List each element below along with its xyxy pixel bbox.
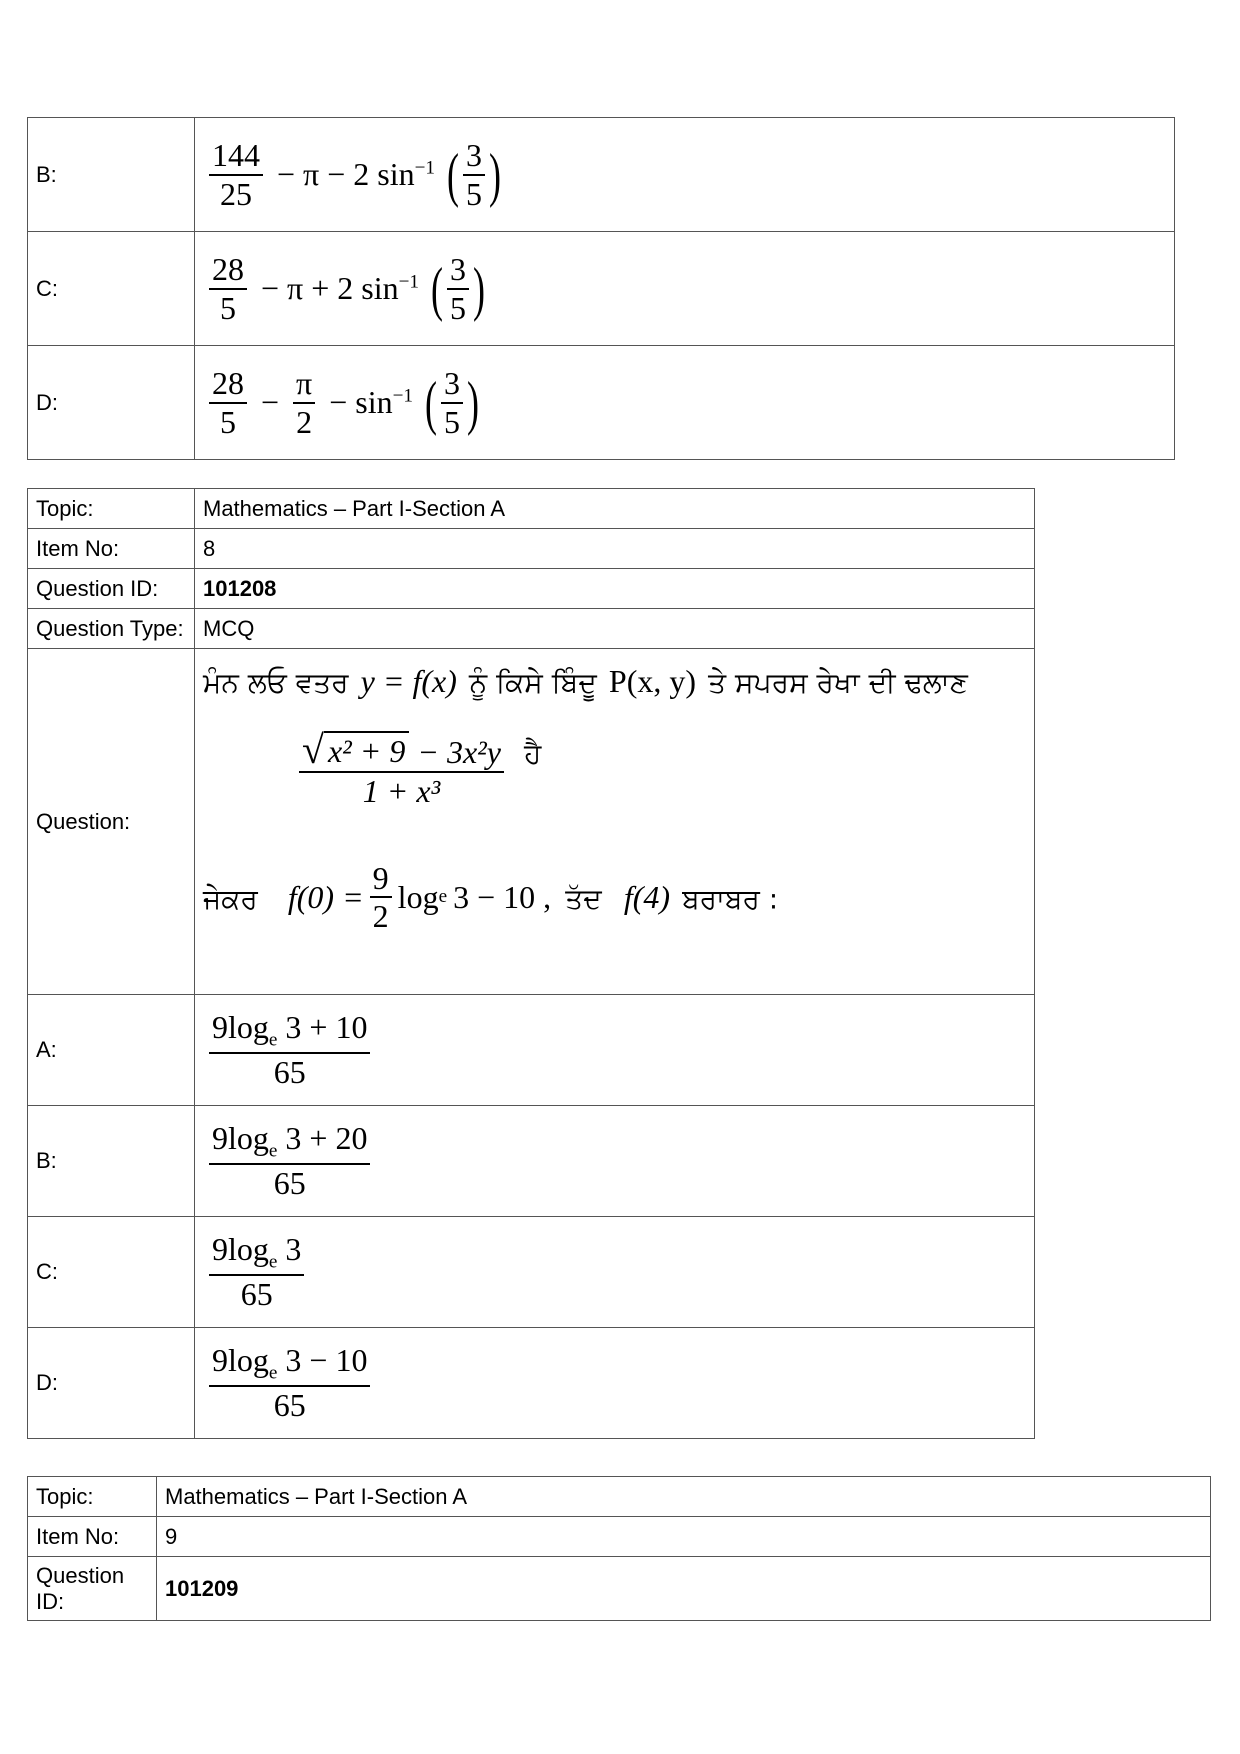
option-row-d bbox=[28, 1328, 1035, 1439]
item-no-label: Item No: bbox=[28, 529, 195, 569]
option-expression: $\frac{9\log_e 3 + 10}{65}$ bbox=[195, 995, 1035, 1106]
option-row-d bbox=[28, 346, 1175, 460]
option-row-a bbox=[28, 995, 1035, 1106]
topic-value: Mathematics – Part I-Section A bbox=[195, 489, 1035, 529]
question-id-value: 101208 bbox=[195, 569, 1035, 609]
question-id-value: 101209 bbox=[157, 1557, 1211, 1621]
option-label: B: bbox=[28, 118, 195, 232]
option-label: A: bbox=[28, 995, 195, 1106]
question-8-table bbox=[27, 488, 1035, 1439]
option-label: D: bbox=[28, 1328, 195, 1439]
option-row-b bbox=[28, 1106, 1035, 1217]
option-expression: $\frac{9\log_e 3 - 10}{65}$ bbox=[195, 1328, 1035, 1439]
prev-question-options-table bbox=[27, 117, 1175, 460]
option-expression: $\frac{144}{25}$ − π − 2 $\sin^{-1}$ ( $\frac{3}{5}$ ) bbox=[195, 118, 1175, 232]
question-type-label: Question Type: bbox=[28, 609, 195, 649]
option-row-c bbox=[28, 1217, 1035, 1328]
option-label: B: bbox=[28, 1106, 195, 1217]
option-expression: $\frac{9\log_e 3 + 20}{65}$ bbox=[195, 1106, 1035, 1217]
question-row bbox=[28, 649, 1035, 995]
topic-value: Mathematics – Part I-Section A bbox=[157, 1477, 1211, 1517]
item-no-label: Item No: bbox=[28, 1517, 157, 1557]
topic-label: Topic: bbox=[28, 1477, 157, 1517]
item-no-value: 8 bbox=[195, 529, 1035, 569]
question-line-1: ਮੰਨ ਲਓ ਵਤਰ y = f(x) ਨੂੰ ਕਿਸੇ ਬਿੰਦੂ P(x, y) ਤੇ ਸਪਰਸ ਰੇਖਾ ਦੀ ਢਲਾਣ bbox=[203, 663, 968, 699]
option-expression: $\frac{28}{5}$ − $\frac{\pi}{2}$ − $\sin^{-1}$ ( $\frac{3}{5}$ ) bbox=[195, 346, 1175, 460]
topic-label: Topic: bbox=[28, 489, 195, 529]
option-label: C: bbox=[28, 1217, 195, 1328]
question-slope-formula: √ x² + 9 − 3x²y 1 + x³ ਹੈ bbox=[293, 730, 1026, 810]
question-9-table bbox=[27, 1476, 1211, 1621]
option-row-c bbox=[28, 232, 1175, 346]
question-id-label: Question ID: bbox=[28, 569, 195, 609]
question-type-value: MCQ bbox=[195, 609, 1035, 649]
option-label: D: bbox=[28, 346, 195, 460]
option-expression: $\frac{9\log_e 3}{65}$ bbox=[195, 1217, 1035, 1328]
question-label: Question: bbox=[28, 649, 195, 995]
question-id-label: Question ID: bbox=[28, 1557, 157, 1621]
item-no-value: 9 bbox=[157, 1517, 1211, 1557]
option-row-b bbox=[28, 118, 1175, 232]
option-label: C: bbox=[28, 232, 195, 346]
question-body bbox=[195, 649, 1035, 995]
question-line-3: ਜੇਕਰ f(0) = $\frac{9}{2}$ log e 3 − 10 , ਤੱਦ f(4) ਬਰਾਬਰ : bbox=[203, 859, 779, 935]
option-expression: $\frac{28}{5}$ − π + 2 $\sin^{-1}$ ( $\frac{3}{5}$ ) bbox=[195, 232, 1175, 346]
